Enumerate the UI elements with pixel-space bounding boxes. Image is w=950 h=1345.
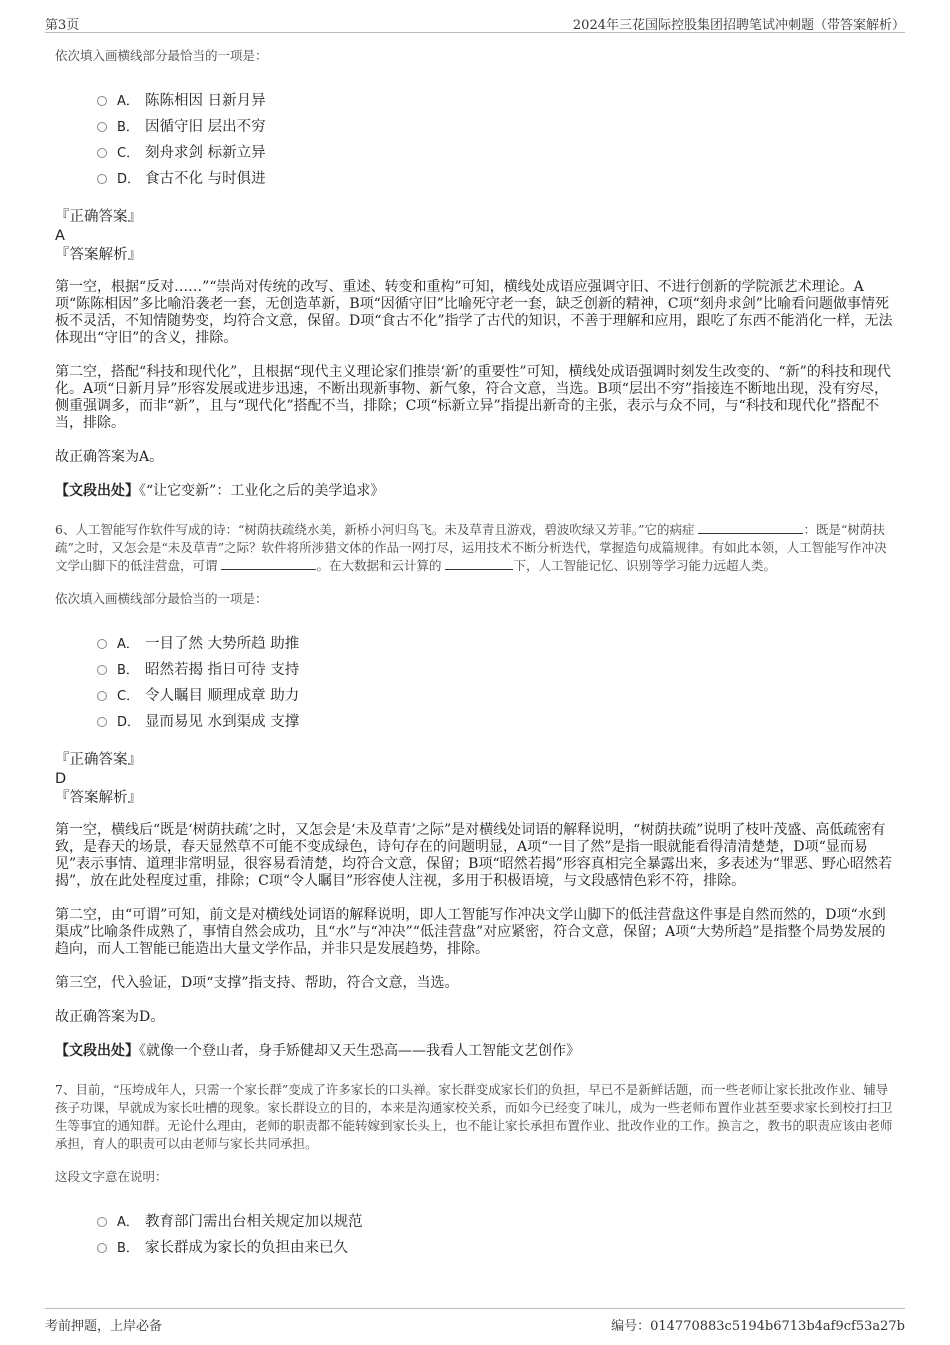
- q5-prompt: 依次填入画横线部分最恰当的一项是：: [55, 48, 268, 63]
- page-number: 第3页: [45, 18, 80, 33]
- q6-text-1: 6、人工智能写作软件写成的诗：“树荫扶疏绕水美，新桥小河归鸟飞。未及草青且游戏，碧波吹绿又芳菲。”它的病症: [55, 522, 699, 537]
- q5-options: [97, 86, 895, 190]
- q5-answer: A: [55, 228, 65, 244]
- q5-answer-label: 『正确答案』: [55, 209, 142, 225]
- radio-icon[interactable]: [97, 691, 107, 701]
- q5-analysis-paragraph-1: 第一空，根据“反对……”“崇尚对传统的改写、重述、转变和重构”可知，横线处成语应强调守旧、不进行创新的学院派艺术理论。A项“陈陈相因”多比喻沿袭老一套，无创造革新，B项“因循守旧”比喻死守老一套，缺乏创新的精神，C项“刻舟求剑”比喻看问题做事情死板不灵活，不知情随势变，均符合文意，保留。D项“食古不化”指学了古代的知识，不善于理解和应用，跟吃了东西不能消化一样，无法体现出“守旧”的含义，排除。: [55, 279, 893, 346]
- q5-option-c[interactable]: [97, 138, 895, 164]
- source-text: 《“让它变新”：工业化之后的美学追求》: [139, 483, 385, 499]
- option-letter: A．: [117, 636, 139, 652]
- option-letter: C．: [117, 688, 140, 704]
- q6-analysis-paragraph-3: 第三空，代入验证，D项“支撑”指支持、帮助，符合文意，当选。: [55, 975, 459, 991]
- q6-option-b[interactable]: [97, 655, 895, 681]
- q5-analysis-paragraph-2: 第二空，搭配“科技和现代化”，且根据“现代主义理论家们推崇‘新’的重要性”可知，横线处成语强调时刻发生改变的、“新”的科技和现代化。A项“日新月异”形容发展或进步迅速，不断出现新事物、新气象，符合文意，当选。B项“层出不穷”指接连不断地出现，没有穷尽，侧重强调多，而非“新”，且与“现代化”搭配不当，排除；C项“标新立异”指提出新奇的主张，表示与众不同，与“科技和现代化”搭配不当，排除。: [55, 364, 891, 431]
- q5-option-d[interactable]: [97, 164, 895, 190]
- option-letter: A．: [117, 93, 139, 109]
- page-header: [45, 10, 905, 33]
- option-letter: D．: [117, 714, 141, 730]
- option-text: 一目了然 大势所趋 助推: [145, 635, 300, 652]
- q6-question: [55, 521, 895, 575]
- option-letter: B．: [117, 662, 139, 678]
- q5-analysis-paragraph-3: 故正确答案为A。: [55, 449, 164, 465]
- radio-icon[interactable]: [97, 1243, 107, 1253]
- q6-analysis-paragraph-2: 第二空，由“可谓”可知，前文是对横线处词语的解释说明，即人工智能写作冲决文学山脚下的低洼营盘这件事是自然而然的，D项“水到渠成”比喻条件成熟了，事情自然会成功，且“水”与“冲决”“低洼营盘”对应紧密，符合文意，保留；A项“大势所趋”是指整个局势发展的趋向，而人工智能已能造出大量文学作品，并非只是发展趋势，排除。: [55, 907, 886, 957]
- q6-blank-3: [445, 557, 513, 570]
- q6-answer-label: 『正确答案』: [55, 752, 142, 768]
- q5-option-a[interactable]: [97, 86, 895, 112]
- q6-text-2: ：既是“树荫扶疏”之时，又怎会是“未及草青”之际？软件将所涉猎文体的作品一网打尽，运用技术不断分析迭代，掌握造句成篇规律。有如此本领，人工智能写作冲决文学山脚下的低洼营盘，可谓: [55, 522, 887, 573]
- source-tag: 【文段出处】: [55, 483, 139, 499]
- source-text: 《就像一个登山者，身手矫健却又天生恐高——我看人工智能文艺创作》: [139, 1043, 580, 1059]
- q6-options: [97, 629, 895, 733]
- option-letter: A．: [117, 1214, 139, 1230]
- document-title: 2024年三花国际控股集团招聘笔试冲刺题（带答案解析）: [572, 18, 905, 33]
- document-id: 编号：014770883c5194b6713b4af9cf53a27b: [611, 1319, 905, 1334]
- q7-question: 7、目前，“压垮成年人，只需一个家长群”变成了许多家长的口头禅。家长群变成家长们的负担，早已不是新鲜话题，而一些老师让家长批改作业、辅导孩子功课，早就成为家长吐槽的现象。家长群设立的目的，本来是沟通家校关系，而如今已经变了味儿，成为一些老师布置作业甚至要求家长到校打扫卫生等事宜的通知群。无论什么理由，老师的职责都不能转嫁到家长头上，也不能让家长承担布置作业、批改作业的工作。换言之，教书的职责应该由老师承担，育人的职责可以由老师与家长共同承担。: [55, 1082, 893, 1151]
- option-letter: B．: [117, 1240, 139, 1256]
- option-text: 令人瞩目 顺理成章 助力: [145, 687, 300, 704]
- option-text: 因循守旧 层出不穷: [145, 118, 266, 135]
- q7-options: [97, 1207, 895, 1259]
- q6-text-3: 。在大数据和云计算的: [316, 558, 446, 573]
- footer-slogan: 考前押题，上岸必备: [45, 1319, 163, 1334]
- q6-answer: D: [55, 771, 67, 787]
- radio-icon[interactable]: [97, 717, 107, 727]
- radio-icon[interactable]: [97, 665, 107, 675]
- option-letter: C．: [117, 145, 140, 161]
- q5-source: [55, 483, 895, 500]
- q5-option-b[interactable]: [97, 112, 895, 138]
- q7-option-b[interactable]: [97, 1233, 895, 1259]
- q6-analysis-paragraph-4: 故正确答案为D。: [55, 1009, 165, 1025]
- page-footer: [45, 1308, 905, 1335]
- radio-icon[interactable]: [97, 639, 107, 649]
- q6-prompt: 依次填入画横线部分最恰当的一项是：: [55, 591, 268, 606]
- q6-blank-2: [221, 557, 316, 570]
- radio-icon[interactable]: [97, 174, 107, 184]
- q6-analysis-label: 『答案解析』: [55, 790, 142, 806]
- option-text: 刻舟求剑 标新立异: [145, 144, 266, 161]
- radio-icon[interactable]: [97, 122, 107, 132]
- main-content: [55, 46, 895, 1277]
- source-tag: 【文段出处】: [55, 1043, 139, 1059]
- radio-icon[interactable]: [97, 148, 107, 158]
- q6-option-a[interactable]: [97, 629, 895, 655]
- radio-icon[interactable]: [97, 1217, 107, 1227]
- q7-option-a[interactable]: [97, 1207, 895, 1233]
- radio-icon[interactable]: [97, 96, 107, 106]
- q6-text-4: 下，人工智能记忆、识别等学习能力远超人类。: [513, 558, 776, 573]
- q6-option-d[interactable]: [97, 707, 895, 733]
- option-text: 食古不化 与时俱进: [145, 170, 266, 187]
- q5-analysis-label: 『答案解析』: [55, 247, 142, 263]
- option-text: 陈陈相因 日新月异: [145, 92, 266, 109]
- q6-blank-1: [698, 521, 803, 534]
- option-text: 教育部门需出台相关规定加以规范: [145, 1213, 363, 1230]
- q6-option-c[interactable]: [97, 681, 895, 707]
- option-text: 家长群成为家长的负担由来已久: [145, 1239, 348, 1256]
- option-text: 昭然若揭 指日可待 支持: [145, 661, 300, 678]
- option-letter: D．: [117, 171, 141, 187]
- q7-prompt: 这段文字意在说明：: [55, 1169, 168, 1184]
- q6-analysis-paragraph-1: 第一空，横线后“既是‘树荫扶疏’之时，又怎会是‘未及草青’之际”是对横线处词语的解释说明，“树荫扶疏”说明了枝叶茂盛、高低疏密有致，是春天的场景，春天显然草不可能不变成绿色，诗句存在的问题明显，A项“一目了然”是指一眼就能看得清清楚楚，D项“显而易见”表示事情、道理非常明显，很容易看清楚，均符合文意，保留；B项“昭然若揭”形容真相完全暴露出来，多表述为“罪恶、野心昭然若揭”，放在此处程度过重，排除；C项“令人瞩目”形容使人注视，多用于积极语境，与文段感情色彩不符，排除。: [55, 822, 892, 889]
- q6-source: [55, 1043, 895, 1060]
- option-text: 显而易见 水到渠成 支撑: [145, 713, 300, 730]
- option-letter: B．: [117, 119, 139, 135]
